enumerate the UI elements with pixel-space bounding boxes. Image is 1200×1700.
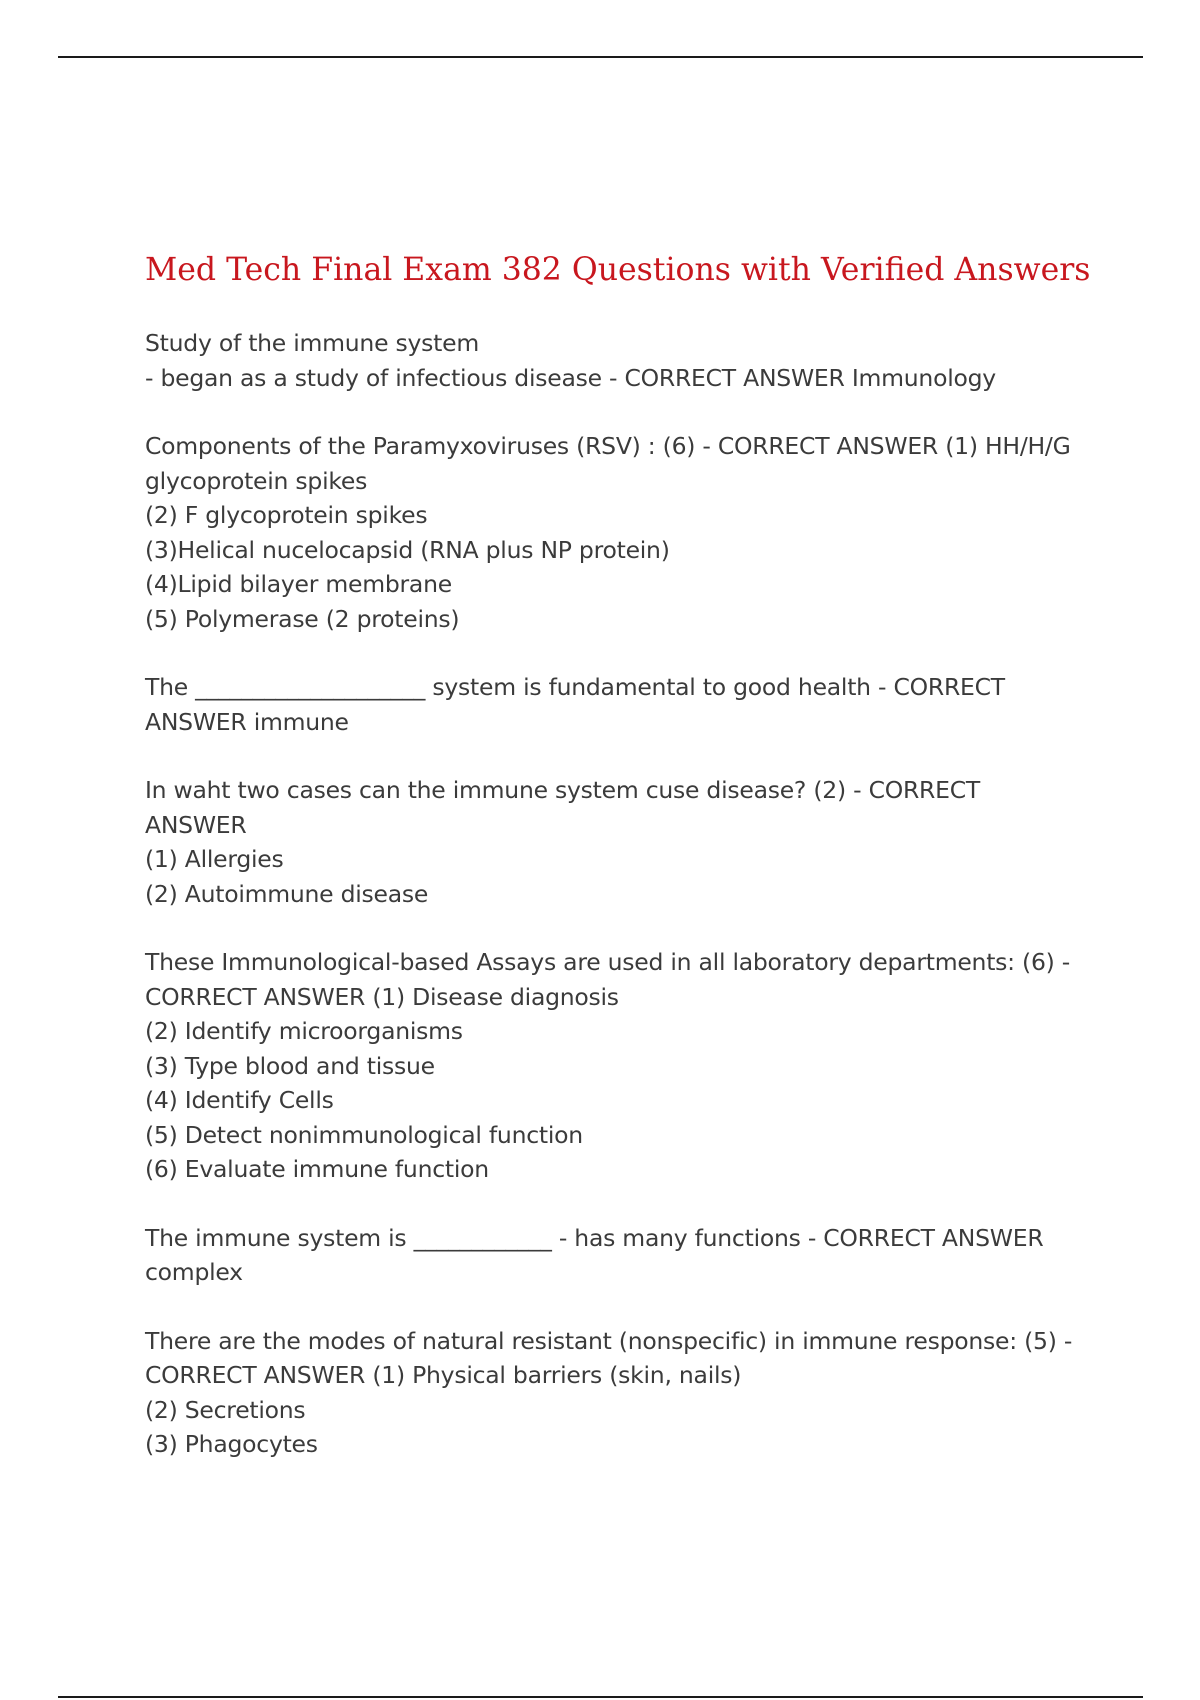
qa-line: (5) Polymerase (2 proteins) xyxy=(145,604,460,633)
qa-line: - began as a study of infectious disease - CORRECT ANSWER Immunology xyxy=(145,363,996,392)
qa-line: (5) Detect nonimmunological function xyxy=(145,1120,583,1149)
qa-line: (3)Helical nucelocapsid (RNA plus NP protein) xyxy=(145,535,670,564)
qa-item-6 xyxy=(145,1221,1075,1290)
qa-line: (4) Identify Cells xyxy=(145,1086,334,1114)
qa-line: complex xyxy=(145,1258,243,1286)
qa-line: (4)Lipid bilayer membrane xyxy=(145,570,452,598)
top-rule xyxy=(58,56,1143,58)
bottom-rule xyxy=(58,1696,1143,1698)
qa-line: CORRECT ANSWER (1) Disease diagnosis xyxy=(145,982,619,1011)
qa-line: CORRECT ANSWER (1) Physical barriers (skin, nails) xyxy=(145,1361,742,1389)
qa-item-7 xyxy=(145,1324,1075,1462)
qa-item-3 xyxy=(145,670,1075,739)
qa-line: (2) Identify microorganisms xyxy=(145,1017,463,1045)
qa-line: In waht two cases can the immune system cuse disease? (2) - CORRECT ANSWER xyxy=(145,776,980,839)
qa-line: Study of the immune system xyxy=(145,329,479,357)
qa-line: (1) Allergies xyxy=(145,845,284,873)
qa-line: These Immunological-based Assays are used in all laboratory departments: (6) - xyxy=(145,948,1071,976)
qa-line: (3) Phagocytes xyxy=(145,1430,318,1458)
qa-line: The ____________________ system is fundamental to good health - CORRECT xyxy=(145,673,1005,701)
qa-item-5 xyxy=(145,945,1075,1187)
qa-item-2 xyxy=(145,429,1075,636)
qa-line: The immune system is ____________ - has many functions - CORRECT ANSWER xyxy=(145,1223,1044,1252)
qa-line: There are the modes of natural resistant (nonspecific) in immune response: (5) - xyxy=(145,1326,1073,1355)
document-body xyxy=(145,248,1091,1496)
qa-item-4 xyxy=(145,773,1075,911)
qa-line: (2) Autoimmune disease xyxy=(145,879,429,908)
qa-line: (2) Secretions xyxy=(145,1395,306,1424)
qa-line: ANSWER immune xyxy=(145,707,349,736)
qa-item-1 xyxy=(145,326,1075,395)
qa-line: glycoprotein spikes xyxy=(145,466,368,495)
qa-line: Components of the Paramyxoviruses (RSV) : (6) - CORRECT ANSWER (1) HH/H/G xyxy=(145,432,1071,460)
qa-line: (2) F glycoprotein spikes xyxy=(145,501,428,529)
document-title: Med Tech Final Exam 382 Questions with Verified Answers xyxy=(145,252,1091,288)
qa-line: (3) Type blood and tissue xyxy=(145,1051,435,1080)
qa-line: (6) Evaluate immune function xyxy=(145,1155,489,1183)
